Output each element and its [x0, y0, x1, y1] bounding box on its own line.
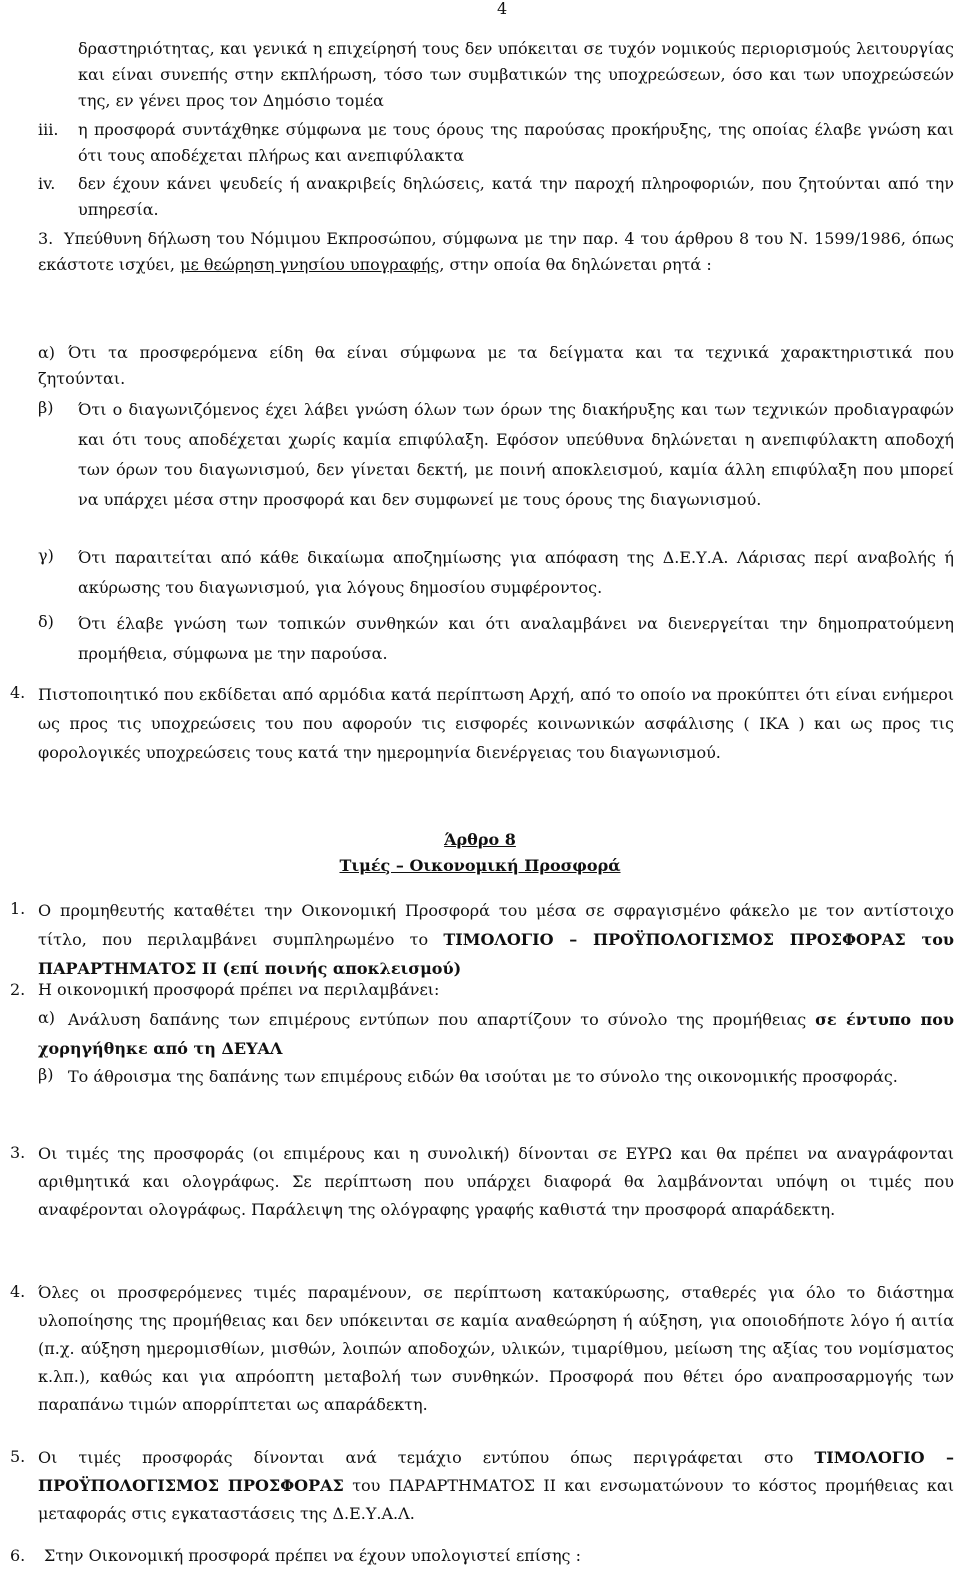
- page-number: 4: [497, 0, 508, 18]
- sub-item-label: β): [38, 1065, 54, 1084]
- article-8-item-4: Όλες οι προσφερόμενες τιμές παραμένουν, σε περίπτωση κατακύρωσης, σταθερές για όλο το διάστημα υλοποίησης της προμήθειας και δεν υπόκεινται σε καμία αναθεώρηση ή αύξηση, για οποιοδήποτε λόγο ή αιτία (π.χ. αύξηση ημερομισθίων, μισθών, λοιπών αποδοχών, υλικών, τιμαρίθμου, μείωση της αξίας του νομίσματος κ.λπ.), καθώς και για απρόοπτη μεταβολή των συνθηκών. Προσφορά που θέτει όρο αναπροσαρμογής των παραπάνω τιμών απορρίπτεται ως απαράδεκτη.: [38, 1283, 954, 1414]
- continuation-paragraph: δραστηριότητας, και γενικά η επιχείρησή τους δεν υπόκειται σε τυχόν νομικούς περιορισμούς λειτουργίας και είναι συνεπής στην εκπλήρωση, τόσο των συμβατικών της υποχρεώσεων, όσο και των υποχρεώσεών της, εν γένει προς τον Δημόσιο τομέα: [78, 39, 954, 110]
- article-8-item-5: Οι τιμές προσφοράς δίνονται ανά τεμάχιο εντύπου όπως περιγράφεται στο ΤΙΜΟΛΟΓΙΟ – ΠΡΟΫΠΟΛΟΓΙΣΜΟΣ ΠΡΟΣΦΟΡΑΣ του ΠΑΡΑΡΤΗΜΑΤΟΣ ΙΙ και ενσωματώνουν το κόστος προμήθειας και μεταφοράς στις εγκαταστάσεις της Δ.Ε.Υ.Α.Λ.: [38, 1448, 955, 1523]
- item-number: 5.: [10, 1447, 26, 1466]
- article-8-item-6: Στην Οικονομική προσφορά πρέπει να έχουν υπολογιστεί επίσης :: [44, 1546, 581, 1565]
- item-number: 2.: [10, 980, 26, 999]
- signature-requirement: με θεώρηση γνησίου υπογραφής: [180, 255, 440, 274]
- declaration-c: Ότι παραιτείται από κάθε δικαίωμα αποζημίωσης για απόφαση της Δ.Ε.Υ.Α. Λάρισας περί αναβολής ή ακύρωσης του διαγωνισμού, για λόγους δημοσίου συμφέροντος.: [78, 548, 954, 597]
- item-number: 3.: [38, 229, 54, 248]
- item-number: 4.: [10, 683, 26, 702]
- declaration-d: Ότι έλαβε γνώση των τοπικών συνθηκών και ότι αναλαμβάνει να διενεργείται την δημοπρατούμενη προμήθεια, σύμφωνα με την παρούσα.: [78, 614, 954, 663]
- price-list-title: ΤΙΜΟΛΟΓΙΟ – ΠΡΟΫΠΟΛΟΓΙΣΜΟΣ ΠΡΟΣΦΟΡΑΣ του ΠΑΡΑΡΤΗΜΑΤΟΣ ΙΙ (επί ποινής αποκλεισμού): [38, 930, 955, 978]
- roman-item-iv: δεν έχουν κάνει ψευδείς ή ανακριβείς δηλώσεις, κατά την παροχή πληροφοριών, που ζητούνται από την υπηρεσία.: [78, 174, 954, 219]
- article-8-item-2-intro: Η οικονομική προσφορά πρέπει να περιλαμβάνει:: [38, 980, 440, 999]
- declaration-label: γ): [38, 546, 54, 565]
- article-8-item-3: Οι τιμές της προσφοράς (οι επιμέρους και η συνολική) δίνονται σε ΕΥΡΩ και θα πρέπει να αναγράφονται αριθμητικά και ολογράφως. Σε περίπτωση που υπάρχει διαφορά θα λαμβάνονται υπόψη οι τιμές που αναφέρονται ολογράφως. Παράλειψη της ολόγραφης γραφής καθιστά την προσφορά απαράδεκτη.: [38, 1144, 954, 1219]
- declaration-label: α): [38, 343, 56, 362]
- item-4-paragraph: Πιστοποιητικό που εκδίδεται από αρμόδια κατά περίπτωση Αρχή, από το οποίο να προκύπτει ότι είναι ενήμεροι ως προς τις υποχρεώσεις του που αφορούν τις εισφορές κοινωνικών ασφάλισης ( ΙΚΑ ) και ως προς τις φορολογικές υποχρεώσεις τους κατά την ημερομηνία διενέργειας του διαγωνισμού.: [38, 685, 954, 762]
- item-number: 6.: [10, 1546, 26, 1565]
- sub-item-label: α): [38, 1008, 56, 1027]
- declaration-label: β): [38, 398, 54, 417]
- item-number: iv.: [38, 174, 56, 193]
- declaration-a: Ότι τα προσφερόμενα είδη θα είναι σύμφωνα με τα δείγματα και τα τεχνικά χαρακτηριστικά που ζητούνται.: [38, 343, 954, 388]
- article-title: Άρθρο 8: [444, 830, 516, 849]
- item-number: 1.: [10, 899, 26, 918]
- declaration-b: Ότι ο διαγωνιζόμενος έχει λάβει γνώση όλων των όρων της διακήρυξης και των τεχνικών προδιαγραφών και ότι τους αποδέχεται χωρίς καμία επιφύλαξη. Εφόσον υπεύθυνα δηλώνεται η ανεπιφύλακτη αποδοχή των όρων του διαγωνισμού, δεν γίνεται δεκτή, με ποινή αποκλεισμού, καμία άλλη επιφύλαξη που μπορεί να υπάρχει μέσα στην προσφορά και δεν συμφωνεί με τους όρους της διαγωνισμού.: [78, 400, 954, 509]
- article-8-item-2a: Ανάλυση δαπάνης των επιμέρους εντύπων που απαρτίζουν το σύνολο της προμήθειας σε έντυπο που χορηγήθηκε από τη ΔΕΥΑΛ: [38, 1010, 954, 1058]
- article-8-item-2b: Το άθροισμα της δαπάνης των επιμέρους ειδών θα ισούται με το σύνολο της οικονομικής προσφοράς.: [68, 1067, 898, 1086]
- roman-item-iii: η προσφορά συντάχθηκε σύμφωνα με τους όρους της παρούσας προκήρυξης, της οποίας έλαβε γνώση και ότι τους αποδέχεται πλήρως και ανεπιφύλακτα: [78, 120, 954, 165]
- declaration-label: δ): [38, 612, 54, 631]
- item-number: 4.: [10, 1282, 26, 1301]
- item-3-text-end: , στην οποία θα δηλώνεται ρητά :: [439, 255, 712, 274]
- item-number: iii.: [38, 120, 59, 139]
- article-8-item-1: Ο προμηθευτής καταθέτει την Οικονομική Προσφορά του μέσα σε σφραγισμένο φάκελο με τον αντίστοιχο τίτλο, που περιλαμβάνει συμπληρωμένο το ΤΙΜΟΛΟΓΙΟ – ΠΡΟΫΠΟΛΟΓΙΣΜΟΣ ΠΡΟΣΦΟΡΑΣ του ΠΑΡΑΡΤΗΜΑΤΟΣ ΙΙ (επί ποινής αποκλεισμού): [38, 901, 955, 978]
- item-3-text: Υπεύθυνη δήλωση του Νόμιμου Εκπροσώπου, σύμφωνα με την παρ. 4 του άρθρου 8 του Ν. 1599/1986, όπως εκάστοτε ισχύει,: [38, 229, 954, 274]
- article-subtitle: Τιμές – Οικονομική Προσφορά: [339, 856, 621, 875]
- item-number: 3.: [10, 1143, 26, 1162]
- item-3-paragraph: [38, 226, 954, 278]
